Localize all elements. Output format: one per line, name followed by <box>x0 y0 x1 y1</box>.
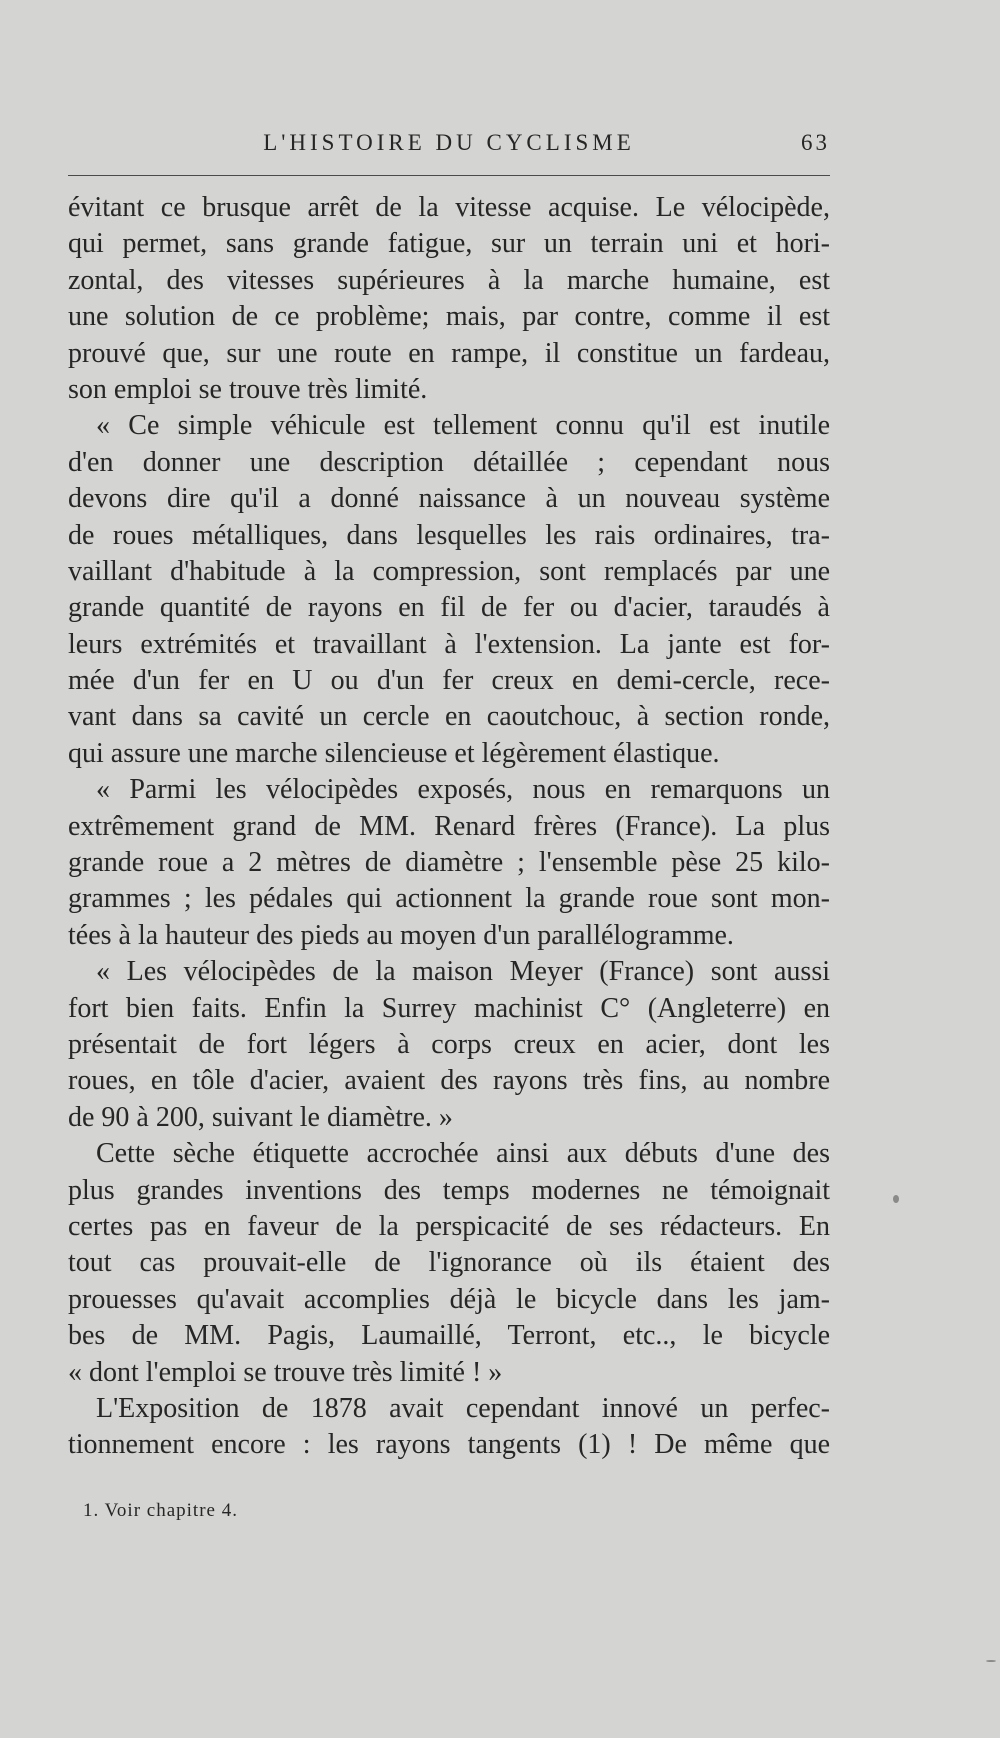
text-line: « dont l'emploi se trouve très limité ! » <box>68 1356 503 1388</box>
text-line: leurs extrémités et travaillant à l'extension. La jante est for- <box>68 628 830 660</box>
text-line: zontal, des vitesses supérieures à la marche humaine, est <box>68 264 830 296</box>
footnote: 1. Voir chapitre 4. <box>83 1500 238 1521</box>
text-line: extrêmement grand de MM. Renard frères (France). La plus <box>68 810 830 842</box>
text-line: évitant ce brusque arrêt de la vitesse acquise. Le vélocipède, <box>68 192 830 223</box>
text-line: roues, en tôle d'acier, avaient des rayons très fins, au nombre <box>68 1065 830 1097</box>
body-text <box>68 190 830 1464</box>
text-line: certes pas en faveur de la perspicacité de ses rédacteurs. En <box>68 1210 830 1242</box>
text-line: bes de MM. Pagis, Laumaillé, Terront, etc.., le bicycle <box>68 1320 830 1352</box>
header-rule <box>68 175 830 176</box>
text-line: vaillant d'habitude à la compression, sont remplacés par une <box>68 555 830 587</box>
text-line: tout cas prouvait-elle de l'ignorance où ils étaient des <box>68 1247 830 1279</box>
text-line: « Parmi les vélocipèdes exposés, nous en remarquons un <box>96 774 830 806</box>
text-line: de roues métalliques, dans lesquelles les rais ordinaires, tra- <box>68 519 830 551</box>
text-line: Cette sèche étiquette accrochée ainsi aux débuts d'une des <box>96 1138 830 1170</box>
text-line: « Les vélocipèdes de la maison Meyer (France) sont aussi <box>96 956 830 988</box>
text-line: vant dans sa cavité un cercle en caoutchouc, à section ronde, <box>68 701 830 733</box>
text-line: prouvé que, sur une route en rampe, il constitue un fardeau, <box>68 337 830 369</box>
text-line: L'Exposition de 1878 avait cependant innové un perfec- <box>96 1392 830 1424</box>
paper-speck <box>986 1660 996 1662</box>
text-line: grammes ; les pédales qui actionnent la grande roue sont mon- <box>68 883 830 915</box>
text-line: plus grandes inventions des temps modernes ne témoignait <box>68 1174 830 1206</box>
paper-speck <box>893 1195 899 1203</box>
text-line: d'en donner une description détaillée ; cependant nous <box>68 446 830 478</box>
text-line: prouesses qu'avait accomplies déjà le bicycle dans les jam- <box>68 1283 830 1315</box>
text-line: de 90 à 200, suivant le diamètre. » <box>68 1101 453 1133</box>
text-line: qui assure une marche silencieuse et légèrement élastique. <box>68 737 720 769</box>
text-line: une solution de ce problème; mais, par contre, comme il est <box>68 301 830 333</box>
text-line: qui permet, sans grande fatigue, sur un terrain uni et hori- <box>68 228 830 260</box>
text-line: tées à la hauteur des pieds au moyen d'un parallélogramme. <box>68 919 734 951</box>
page-number: 63 <box>801 130 830 155</box>
text-line: fort bien faits. Enfin la Surrey machinist C° (Angleterre) en <box>68 992 830 1024</box>
text-line: tionnement encore : les rayons tangents (1) ! De même que <box>68 1429 830 1461</box>
text-line: mée d'un fer en U ou d'un fer creux en demi-cercle, rece- <box>68 665 830 697</box>
text-line: grande roue a 2 mètres de diamètre ; l'ensemble pèse 25 kilo- <box>68 847 830 879</box>
text-line: grande quantité de rayons en fil de fer ou d'acier, taraudés à <box>68 592 830 624</box>
text-line: son emploi se trouve très limité. <box>68 373 428 405</box>
text-line: présentait de fort légers à corps creux en acier, dont les <box>68 1028 830 1060</box>
running-title: L'HISTOIRE DU CYCLISME <box>263 130 635 155</box>
text-line: devons dire qu'il a donné naissance à un nouveau système <box>68 483 830 515</box>
text-line: « Ce simple véhicule est tellement connu qu'il est inutile <box>96 410 830 442</box>
page-header <box>68 130 830 172</box>
